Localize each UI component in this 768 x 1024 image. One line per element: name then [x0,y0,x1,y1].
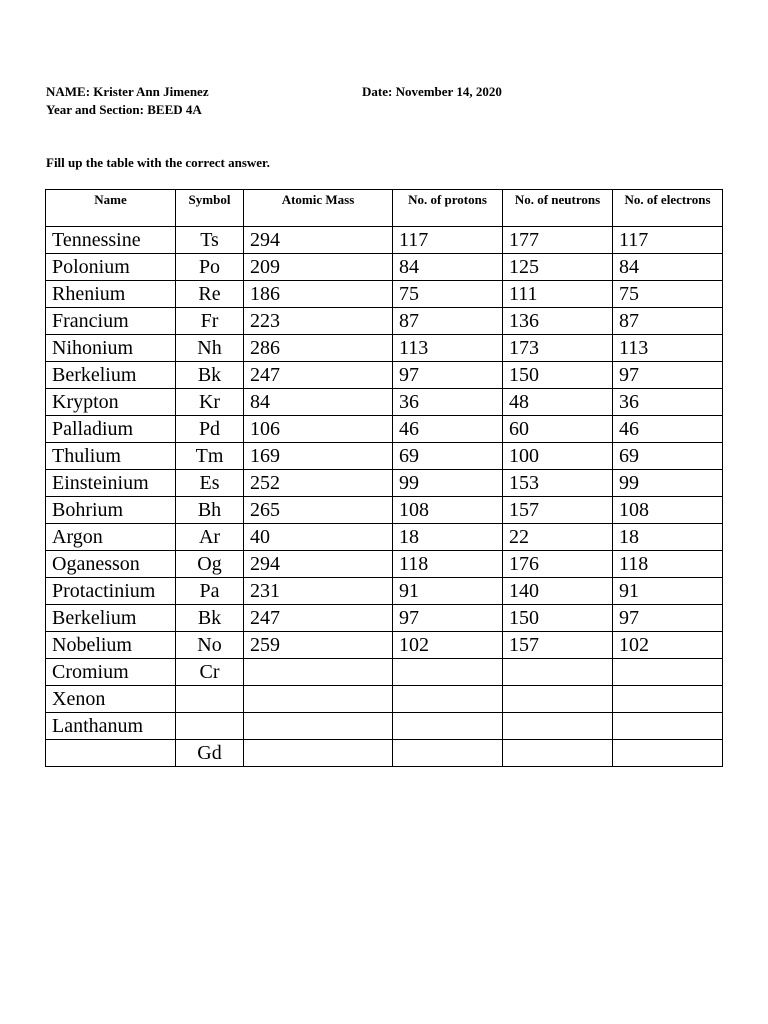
cell-name: Protactinium [46,578,176,605]
cell-atomic-mass: 252 [244,470,393,497]
table-body [46,227,723,767]
cell-name: Tennessine [46,227,176,254]
cell-atomic-mass [244,713,393,740]
cell-neutrons: 176 [503,551,613,578]
cell-name [46,740,176,767]
cell-neutrons: 153 [503,470,613,497]
cell-electrons: 75 [613,281,723,308]
table-row [46,362,723,389]
instruction-text: Fill up the table with the correct answer. [46,155,270,170]
cell-protons: 118 [393,551,503,578]
cell-electrons: 97 [613,362,723,389]
cell-symbol: Tm [176,443,244,470]
cell-neutrons: 150 [503,605,613,632]
cell-symbol: Fr [176,308,244,335]
cell-protons: 99 [393,470,503,497]
cell-neutrons: 111 [503,281,613,308]
column-header-protons: No. of protons [393,190,503,227]
cell-symbol: Bk [176,362,244,389]
cell-protons: 97 [393,605,503,632]
cell-symbol: Cr [176,659,244,686]
cell-protons: 87 [393,308,503,335]
cell-atomic-mass: 286 [244,335,393,362]
cell-electrons: 36 [613,389,723,416]
table-row [46,605,723,632]
cell-name: Francium [46,308,176,335]
cell-atomic-mass: 231 [244,578,393,605]
cell-atomic-mass: 294 [244,551,393,578]
cell-symbol: Bh [176,497,244,524]
table-header-row [46,190,723,227]
cell-electrons: 117 [613,227,723,254]
cell-name: Lanthanum [46,713,176,740]
table-row [46,335,723,362]
cell-neutrons: 136 [503,308,613,335]
table-row [46,227,723,254]
cell-atomic-mass [244,740,393,767]
cell-symbol: Bk [176,605,244,632]
cell-symbol [176,713,244,740]
table-row [46,686,723,713]
column-header-symbol: Symbol [176,190,244,227]
cell-neutrons: 173 [503,335,613,362]
cell-symbol: Po [176,254,244,281]
table-row [46,659,723,686]
cell-neutrons [503,686,613,713]
cell-protons: 102 [393,632,503,659]
cell-symbol: Nh [176,335,244,362]
cell-protons: 117 [393,227,503,254]
cell-neutrons [503,659,613,686]
cell-electrons: 99 [613,470,723,497]
cell-symbol: Es [176,470,244,497]
cell-electrons: 113 [613,335,723,362]
cell-atomic-mass: 169 [244,443,393,470]
student-name: NAME: Krister Ann Jimenez [46,84,209,99]
column-header-electrons: No. of electrons [613,190,723,227]
cell-name: Bohrium [46,497,176,524]
table-row [46,389,723,416]
cell-symbol: No [176,632,244,659]
table-row [46,254,723,281]
table-row [46,416,723,443]
table-row [46,308,723,335]
table-row [46,551,723,578]
cell-name: Polonium [46,254,176,281]
cell-atomic-mass: 186 [244,281,393,308]
cell-name: Berkelium [46,605,176,632]
cell-electrons: 102 [613,632,723,659]
cell-neutrons: 125 [503,254,613,281]
cell-electrons: 87 [613,308,723,335]
cell-symbol: Kr [176,389,244,416]
cell-symbol: Pa [176,578,244,605]
cell-symbol: Og [176,551,244,578]
cell-atomic-mass: 247 [244,605,393,632]
cell-neutrons [503,713,613,740]
table-row [46,443,723,470]
cell-neutrons: 157 [503,632,613,659]
cell-protons: 18 [393,524,503,551]
cell-symbol: Gd [176,740,244,767]
cell-name: Nihonium [46,335,176,362]
cell-symbol: Pd [176,416,244,443]
elements-table [45,189,723,767]
cell-atomic-mass: 259 [244,632,393,659]
table-row [46,497,723,524]
cell-electrons: 69 [613,443,723,470]
cell-atomic-mass: 40 [244,524,393,551]
cell-atomic-mass: 106 [244,416,393,443]
cell-name: Palladium [46,416,176,443]
cell-neutrons: 100 [503,443,613,470]
cell-atomic-mass: 294 [244,227,393,254]
cell-protons: 108 [393,497,503,524]
cell-neutrons [503,740,613,767]
cell-name: Berkelium [46,362,176,389]
cell-protons: 84 [393,254,503,281]
cell-symbol: Re [176,281,244,308]
cell-neutrons: 140 [503,578,613,605]
cell-atomic-mass: 265 [244,497,393,524]
cell-name: Einsteinium [46,470,176,497]
cell-electrons: 118 [613,551,723,578]
table-row [46,470,723,497]
cell-protons: 75 [393,281,503,308]
cell-electrons: 84 [613,254,723,281]
table-row [46,578,723,605]
cell-name: Cromium [46,659,176,686]
cell-protons [393,740,503,767]
cell-electrons [613,659,723,686]
cell-name: Thulium [46,443,176,470]
table-row [46,632,723,659]
cell-protons: 46 [393,416,503,443]
cell-symbol [176,686,244,713]
cell-protons: 69 [393,443,503,470]
column-header-atomic-mass: Atomic Mass [244,190,393,227]
cell-protons: 91 [393,578,503,605]
cell-electrons: 91 [613,578,723,605]
cell-neutrons: 177 [503,227,613,254]
cell-name: Xenon [46,686,176,713]
table-row [46,524,723,551]
cell-name: Krypton [46,389,176,416]
table-row [46,713,723,740]
cell-protons: 97 [393,362,503,389]
cell-electrons: 18 [613,524,723,551]
table-row [46,740,723,767]
cell-protons [393,713,503,740]
year-and-section: Year and Section: BEED 4A [46,102,202,117]
cell-atomic-mass: 223 [244,308,393,335]
cell-name: Nobelium [46,632,176,659]
cell-atomic-mass: 84 [244,389,393,416]
cell-atomic-mass: 247 [244,362,393,389]
cell-name: Argon [46,524,176,551]
cell-atomic-mass [244,686,393,713]
cell-neutrons: 150 [503,362,613,389]
cell-protons [393,659,503,686]
cell-electrons: 108 [613,497,723,524]
cell-name: Rhenium [46,281,176,308]
cell-atomic-mass: 209 [244,254,393,281]
cell-electrons: 97 [613,605,723,632]
cell-protons: 36 [393,389,503,416]
cell-protons [393,686,503,713]
cell-electrons [613,686,723,713]
cell-symbol: Ts [176,227,244,254]
cell-electrons: 46 [613,416,723,443]
cell-atomic-mass [244,659,393,686]
cell-electrons [613,740,723,767]
cell-name: Oganesson [46,551,176,578]
cell-neutrons: 48 [503,389,613,416]
cell-protons: 113 [393,335,503,362]
table-row [46,281,723,308]
cell-neutrons: 22 [503,524,613,551]
submission-date: Date: November 14, 2020 [362,84,502,99]
cell-symbol: Ar [176,524,244,551]
cell-neutrons: 60 [503,416,613,443]
column-header-neutrons: No. of neutrons [503,190,613,227]
cell-neutrons: 157 [503,497,613,524]
column-header-name: Name [46,190,176,227]
cell-electrons [613,713,723,740]
